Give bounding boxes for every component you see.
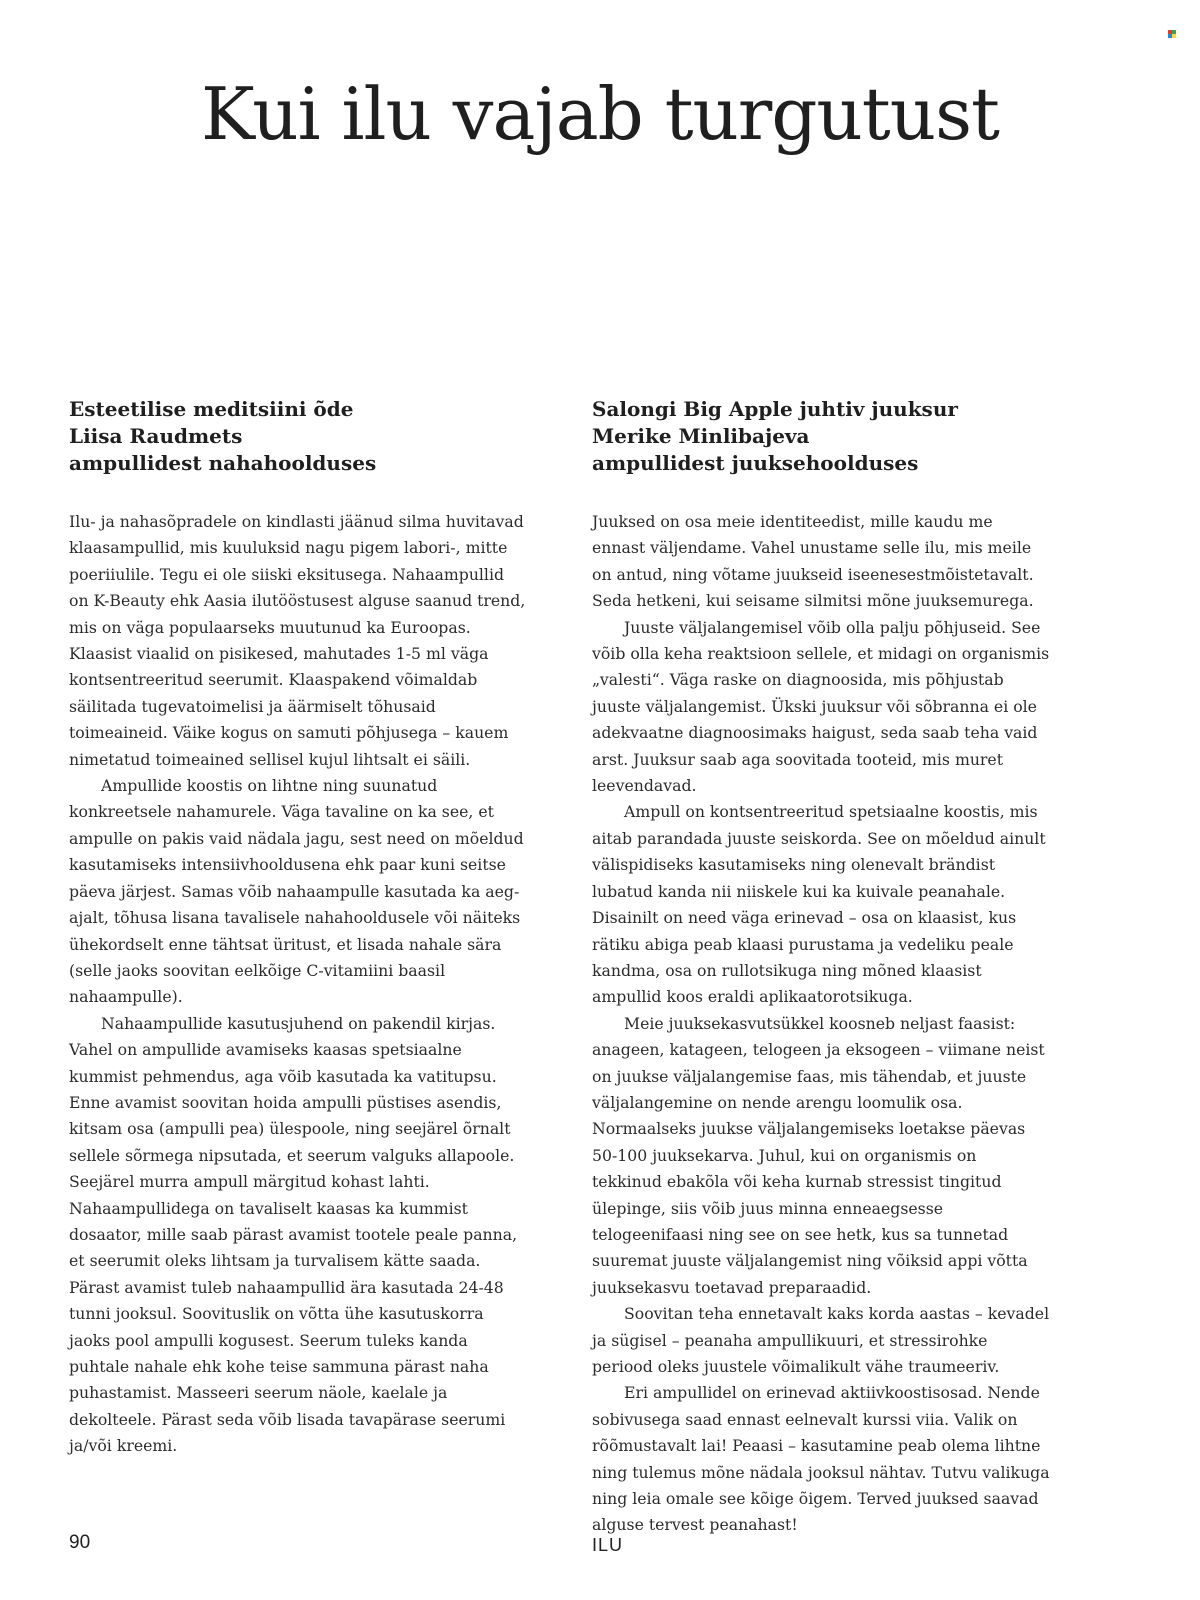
- right-heading-line-1: Salongi Big Apple juhtiv juuksur: [592, 397, 958, 421]
- right-paragraph-2: Juuste väljalangemisel võib olla palju põhjuseid. See võib olla keha reaktsioon sellele, et midagi on organismis „valesti“. Väga raske on diagnoosida, mis põhjustab juuste väljalangemist. Ükski juuksur või sõbranna ei ole adekvaatne diagnoosimaks haigust, seda saab teha vaid arst. Juuksur saab aga soovitada tooteid, mis muret leevendavad.: [592, 617, 1050, 796]
- left-column-text: [69, 509, 527, 1460]
- left-paragraph-3: Nahaampullide kasutusjuhend on pakendil kirjas.: [101, 1013, 496, 1033]
- right-paragraph-5: Soovitan teha ennetavalt kaks korda aastas – kevadel ja sügisel – peanaha ampullikuuri, et stressirohke periood oleks juustele võimalikult vähe traumeeriv.: [592, 1304, 1050, 1376]
- left-heading-line-1: Esteetilise meditsiini õde: [69, 397, 354, 421]
- corner-color-mark: [1168, 30, 1176, 38]
- right-paragraph-3: Ampull on kontsentreeritud spetsiaalne koostis, mis aitab parandada juuste seiskorda. See on mõeldud ainult välispidiseks kasutamiseks ning olenevalt brändist lubatud kanda nii niiskele kui ka kuivale peanahale. Disainilt on need väga erinevad – osa on klaasist, kus rätiku abiga peab klaasi purustama ja vedeliku peale kandma, osa on rullotsikuga ning mõned klaasist ampullid koos eraldi aplikaatorotsikuga.: [592, 802, 1046, 1007]
- right-heading-line-3: ampullidest juuksehoolduses: [592, 451, 919, 475]
- page-number: 90: [69, 1532, 91, 1553]
- right-paragraph-4: Meie juuksekasvutsükkel koosneb neljast faasist: anageen, katageen, telogeen ja eksogeen – viimane neist on juukse väljalangemise faas, mis tähendab, et juuste väljalangemine on nende arengu loomulik osa. Normaalseks juukse väljalangemiseks loetakse päevas 50-100 juuksekarva. Juhul, kui on organismis on tekkinud ebakõla või keha kurnab stressist tingitud ülepinge, siis võib juus minna enneaegsesse telogeenifaasi ning see on see hetk, kus sa tunnetad suuremat juuste väljalangemist ning võiksid appi võtta juuksekasvu toetavad preparaadid.: [592, 1013, 1045, 1297]
- right-paragraph-1: Juuksed on osa meie identiteedist, mille kaudu me ennast väljendame. Vahel unustame selle ilu, mis meile on antud, ning võtame juukseid iseenesestmõistetavalt. Seda hetkeni, kui seisame silmitsi mõne juuksemurega.: [592, 512, 1034, 611]
- left-paragraph-2: Ampullide koostis on lihtne ning suunatud konkreetsele nahamurele. Väga tavaline on ka see, et ampulle on pakis vaid nädala jagu, sest need on mõeldud kasutamiseks intensiivhooldusena ehk paar kuni seitse päeva järjest. Samas võib nahaampulle kasutada ka aeg-ajalt, tõhusa lisana tavalisele nahahooldusele või näiteks ühekordselt enne tähtsat üritust, et lisada nahale sära (selle jaoks soovitan eelkõige C-vitamiini baasil nahaampulle).: [69, 776, 524, 1007]
- right-heading-line-2: Merike Minlibajeva: [592, 424, 810, 448]
- left-column-heading: [69, 396, 527, 477]
- left-column: [69, 396, 527, 1460]
- right-column: [592, 396, 1050, 1539]
- left-paragraph-1: Ilu- ja nahasõpradele on kindlasti jäänud silma huvitavad klaasampullid, mis kuuluksid nagu pigem labori-, mitte poeriiulile. Tegu ei ole siiski eksitusega. Nahaampullid on K-Beauty ehk Aasia ilutööstusest alguse saanud trend, mis on väga populaarseks muutunud ka Euroopas. Klaasist viaalid on pisikesed, mahutades 1-5 ml väga kontsentreeritud seerumit. Klaaspakend võimaldab säilitada tugevatoimelisi ja äärmiselt tõhusaid toimeaineid. Väike kogus on samuti põhjusega – kauem nimetatud toimeained sellisel kujul lihtsalt ei säili.: [69, 512, 526, 769]
- right-paragraph-6: Eri ampullidel on erinevad aktiivkoostisosad. Nende sobivusega saad ennast eelnevalt kurssi viia. Valik on rõõmustavalt lai! Peaasi – kasutamine peab olema lihtne ning tulemus mõne nädala jooksul nähtav. Tutvu valikuga ning leia omale see kõige õigem. Terved juuksed saavad alguse tervest peanahast!: [592, 1383, 1050, 1535]
- right-column-heading: [592, 396, 1050, 477]
- left-heading-line-2: Liisa Raudmets: [69, 424, 243, 448]
- left-heading-line-3: ampullidest nahahoolduses: [69, 451, 377, 475]
- right-column-text: [592, 509, 1050, 1539]
- page-title: Kui ilu vajab turgutust: [200, 72, 999, 156]
- corner-color-square-4: [1172, 34, 1176, 38]
- left-paragraph-4: Vahel on ampullide avamiseks kaasas spetsiaalne kummist pehmendus, aga võib kasutada ka vatitupsu. Enne avamist soovitan hoida ampulli püstises asendis, kitsam osa (ampulli pea) ülespoole, ning seejärel õrnalt sellele sõrmega nipsutada, et seerum valguks allapoole. Seejärel murra ampull märgitud kohast lahti. Nahaampullidega on tavaliselt kaasas ka kummist dosaator, mille saab pärast avamist tootele peale panna, et seerumit oleks lihtsam ja turvalisem kätte saada. Pärast avamist tuleb nahaampullid ära kasutada 24-48 tunni jooksul. Soovituslik on võtta ühe kasutuskorra jaoks pool ampulli kogusest. Seerum tuleks kanda puhtale nahale ehk kohe teise sammuna pärast naha puhastamist. Masseeri seerum näole, kaelale ja dekolteele. Pärast seda võib lisada tavapärase seerumi ja/või kreemi.: [69, 1040, 518, 1456]
- section-label: ILU: [592, 1535, 624, 1555]
